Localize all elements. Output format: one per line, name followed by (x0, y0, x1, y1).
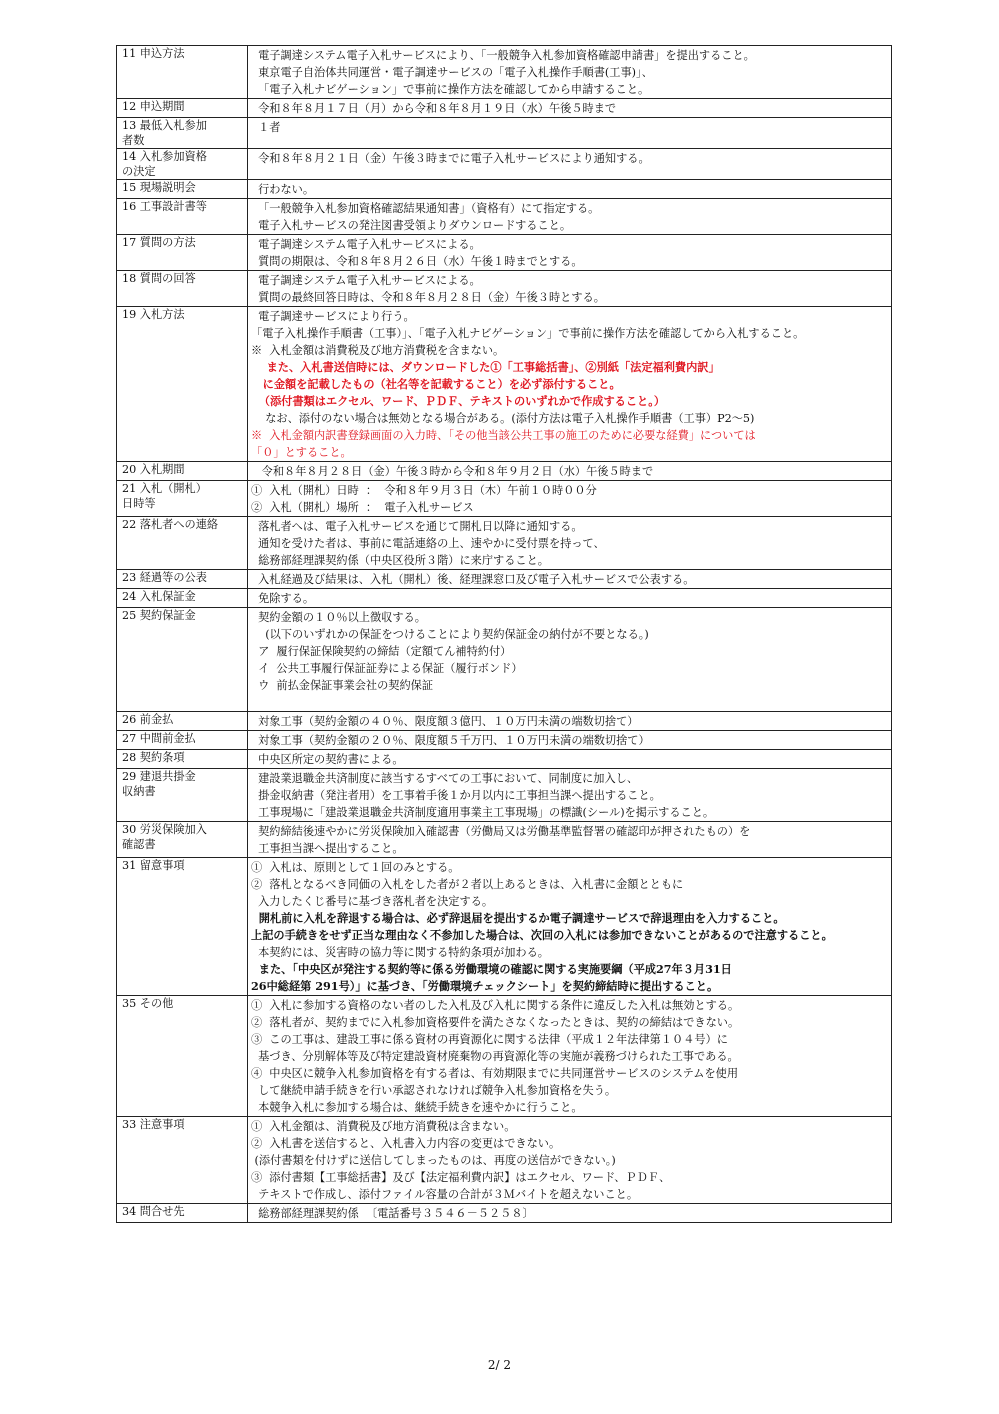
row-label (117, 750, 248, 769)
row-content (248, 118, 892, 149)
row-label-line: 29 建退共掛金 (122, 770, 196, 783)
content-line: ③ この工事は、建設工事に係る資材の再資源化に関する法律（平成１２年法律第１０４号）に (251, 1033, 728, 1046)
row-label-line: 日時等 (122, 496, 156, 510)
content-line: また、入札書送信時には、ダウンロードした①「工事総括書」、②別紙「法定福利費内訳」 (251, 360, 720, 374)
row-label-line: 24 入札保証金 (122, 590, 196, 603)
row-label-line: 22 落札者への連絡 (122, 518, 219, 531)
row-content (248, 517, 892, 570)
table-row (117, 271, 892, 307)
content-line: 中央区所定の契約書による。 (251, 753, 404, 766)
row-content (248, 271, 892, 307)
content-line: ② 入札（開札）場所 ： 電子入札サービス (251, 501, 474, 514)
row-content (248, 1204, 892, 1223)
content-line: なお、添付のない場合は無効となる場合がある。(添付方法は電子入札操作手順書（工事）P2～5) (251, 412, 755, 425)
row-label-line: 30 労災保険加入 (122, 823, 207, 836)
content-line: 本契約には、災害時の協力等に関する特約条項が加わる。 (251, 946, 549, 959)
row-content (248, 858, 892, 996)
row-label-line: 26 前金払 (122, 713, 174, 726)
content-line: （添付書類はエクセル、ワード、ＰＤＦ、テキストのいずれかで作成すること。） (251, 394, 666, 408)
row-content (248, 481, 892, 517)
row-content (248, 822, 892, 858)
content-line: １者 (251, 121, 281, 134)
content-line: ① 入札金額は、消費税及び地方消費税は含まない。 (251, 1120, 516, 1133)
row-content (248, 769, 892, 822)
content-line: 対象工事（契約金額の２０％、限度額５千万円、１０万円未満の端数切捨て） (251, 734, 650, 747)
row-label (117, 307, 248, 462)
row-label-line: 11 申込方法 (122, 47, 185, 60)
content-line: 入力したくじ番号に基づき落札者を決定する。 (251, 895, 494, 908)
page-number: 2/ 2 (487, 1358, 512, 1372)
table-row (117, 712, 892, 731)
row-content (248, 235, 892, 271)
content-line: 「電子入札ナビゲーション」で事前に操作方法を確認してから申請すること。 (251, 83, 650, 96)
row-content (248, 180, 892, 199)
table-row (117, 235, 892, 271)
row-label (117, 731, 248, 750)
row-label-line: 15 現場説明会 (122, 181, 196, 194)
row-label (117, 199, 248, 235)
row-label (117, 608, 248, 712)
content-line: 令和８年８月２８日（金）午後３時から令和８年９月２日（水）午後５時まで (251, 465, 654, 478)
table-row (117, 462, 892, 481)
content-line: ③ 添付書類【工事総括書】及び【法定福利費内訳】はエクセル、ワード、ＰＤＦ、 (251, 1171, 671, 1184)
row-label-line: の決定 (122, 164, 156, 178)
row-label (117, 769, 248, 822)
row-label-line: 18 質問の回答 (122, 272, 196, 285)
table-row (117, 589, 892, 608)
row-label-line: 27 中間前金払 (122, 732, 196, 745)
row-label (117, 517, 248, 570)
content-line: ① 入札に参加する資格のない者のした入札及び入札に関する条件に違反した入札は無効とする。 (251, 999, 740, 1012)
table-row (117, 481, 892, 517)
content-line: 電子調達システム電子入札サービスにより、「一般競争入札参加資格確認申請書」を提出すること。 (251, 49, 755, 62)
content-line: 落札者へは、電子入札サービスを通じて開札日以降に通知する。 (251, 520, 583, 533)
row-label-line: 者数 (122, 133, 145, 147)
row-content (248, 462, 892, 481)
row-label (117, 712, 248, 731)
table-row (117, 822, 892, 858)
row-content (248, 149, 892, 180)
content-line: ④ 中央区に競争入札参加資格を有する者は、有効期限までに共同運営サービスのシステムを使用 (251, 1067, 739, 1080)
row-label-line: 33 注意事項 (122, 1118, 185, 1131)
row-label-line: 34 問合せ先 (122, 1205, 185, 1218)
row-label (117, 118, 248, 149)
table-row (117, 769, 892, 822)
content-line: 工事担当課へ提出すること。 (251, 842, 404, 855)
row-label-line: 17 質問の方法 (122, 236, 196, 249)
content-line: 電子調達サービスにより行う。 (251, 310, 415, 323)
row-content (248, 589, 892, 608)
table-row (117, 1117, 892, 1204)
table-row (117, 608, 892, 712)
content-line: ② 落札となるべき同価の入札をした者が２者以上あるときは、入札書に金額とともに (251, 878, 684, 891)
content-line: 東京電子自治体共同運営・電子調達サービスの「電子入札操作手順書(工事)」、 (251, 66, 653, 79)
row-content (248, 1117, 892, 1204)
row-label (117, 271, 248, 307)
content-line: 質問の最終回答日時は、令和８年８月２８日（金）午後３時とする。 (251, 291, 605, 304)
content-line: ② 入札書を送信すると、入札書入力内容の変更はできない。 (251, 1137, 561, 1150)
content-line: イ 公共工事履行保証証券による保証（履行ボンド） (251, 662, 523, 675)
table-row (117, 570, 892, 589)
content-line: ア 履行保証保険契約の締結（定額てん補特約付） (251, 645, 512, 658)
content-line: 「一般競争入札参加資格確認結果通知書」（資格有）にて指定する。 (251, 202, 600, 215)
content-line: 契約締結後速やかに労災保険加入確認書（労働局又は労働基準監督署の確認印が押されたもの）を (251, 825, 751, 838)
content-line: 電子入札サービスの発注図書受領よりダウンロードすること。 (251, 219, 572, 232)
row-label (117, 149, 248, 180)
content-line: 総務部経理課契約係（中央区役所３階）に来庁すること。 (251, 554, 549, 567)
content-line: 工事現場に「建設業退職金共済制度適用事業主工事現場」の標識(シール)を掲示すること。 (251, 806, 715, 819)
table-row (117, 731, 892, 750)
content-line: 26中総経第 291号）」に基づき、「労働環境チェックシート」を契約締結時に提出すること。 (251, 979, 719, 993)
table-row (117, 1204, 892, 1223)
row-content (248, 712, 892, 731)
table-row (117, 517, 892, 570)
content-line: テキストで作成し、添付ファイル容量の合計が３Ｍバイトを超えないこと。 (251, 1188, 639, 1201)
content-line: ※ 入札金額は消費税及び地方消費税を含まない。 (251, 344, 505, 357)
row-label-line: 13 最低入札参加 (122, 119, 207, 132)
content-line: 免除する。 (251, 592, 315, 605)
row-content (248, 996, 892, 1117)
row-label-line: 25 契約保証金 (122, 609, 196, 622)
row-content (248, 608, 892, 712)
content-line: 「０」とすること。 (251, 446, 352, 459)
table-row (117, 118, 892, 149)
table-row (117, 99, 892, 118)
row-content (248, 750, 892, 769)
table-row (117, 750, 892, 769)
row-label (117, 46, 248, 99)
content-line: 令和８年８月２１日（金）午後３時までに電子入札サービスにより通知する。 (251, 152, 650, 165)
row-label-line: 35 その他 (122, 997, 174, 1010)
content-line: 建設業退職金共済制度に該当するすべての工事において、同制度に加入し、 (251, 772, 639, 785)
row-content (248, 307, 892, 462)
content-line: 「電子入札操作手順書（工事）」、「電子入札ナビゲーション」で事前に操作方法を確認してから入札すること。 (251, 327, 805, 340)
row-label (117, 481, 248, 517)
content-line: して継続申請手続きを行い承認されなければ競争入札参加資格を失う。 (251, 1084, 617, 1097)
row-label-line: 20 入札期間 (122, 463, 185, 476)
table-row (117, 149, 892, 180)
row-label-line: 14 入札参加資格 (122, 150, 207, 163)
row-label (117, 1204, 248, 1223)
content-line: 令和８年８月１７日（月）から令和８年８月１９日（水）午後５時まで (251, 102, 617, 115)
table-row (117, 996, 892, 1117)
row-label (117, 589, 248, 608)
row-label-line: 12 申込期間 (122, 100, 185, 113)
content-line: 対象工事（契約金額の４０％、限度額３億円、１０万円未満の端数切捨て） (251, 715, 639, 728)
row-content (248, 46, 892, 99)
content-line: (以下のいずれかの保証をつけることにより契約保証金の納付が不要となる。) (251, 628, 649, 641)
content-line: また、「中央区が発注する契約等に係る労働環境の確認に関する実施要綱（平成27年３月31日 (251, 962, 732, 976)
row-label-line: 21 入札（開札） (122, 482, 207, 495)
row-label (117, 99, 248, 118)
row-label (117, 570, 248, 589)
content-line: 総務部経理課契約係 〔電話番号３５４６－５２５８〕 (251, 1207, 534, 1220)
content-line: 入札経過及び結果は、入札（開札）後、経理課窓口及び電子入札サービスで公表する。 (251, 573, 695, 586)
table-row (117, 180, 892, 199)
row-label-line: 16 工事設計書等 (122, 200, 207, 213)
table-row (117, 307, 892, 462)
table-row (117, 199, 892, 235)
row-label (117, 180, 248, 199)
content-line: ① 入札は、原則として１回のみとする。 (251, 861, 460, 874)
row-label-line: 確認書 (122, 837, 156, 851)
row-label-line: 23 経過等の公表 (122, 571, 207, 584)
content-line: 掛金収納書（発注者用）を工事着手後１か月以内に工事担当課へ提出すること。 (251, 789, 661, 802)
row-content (248, 199, 892, 235)
content-line: 電子調達システム電子入札サービスによる。 (251, 238, 481, 251)
content-line: 本競争入札に参加する場合は、継続手続きを速やかに行うこと。 (251, 1101, 583, 1114)
content-line: 契約金額の１０％以上徴収する。 (251, 611, 426, 624)
row-label (117, 235, 248, 271)
content-line (251, 694, 891, 711)
content-line: (添付書類を付けずに送信してしまったものは、再度の送信ができない。) (251, 1154, 616, 1167)
content-line: 開札前に入札を辞退する場合は、必ず辞退届を提出するか電子調達サービスで辞退理由を入力すること。 (251, 911, 785, 925)
content-line: ウ 前払金保証事業会社の契約保証 (251, 679, 434, 692)
notice-table (116, 45, 892, 1223)
row-label-line: 収納書 (122, 784, 156, 798)
row-label (117, 462, 248, 481)
row-label (117, 1117, 248, 1204)
row-label (117, 822, 248, 858)
content-line: ② 落札者が、契約までに入札参加資格要件を満たさなくなったときは、契約の締結はできない。 (251, 1016, 740, 1029)
row-label-line: 19 入札方法 (122, 308, 185, 321)
content-line: 上記の手続きをせず正当な理由なく不参加した場合は、次回の入札には参加できないことがあるので注意すること。 (251, 928, 833, 942)
content-line: 行わない。 (251, 183, 315, 196)
notice-table-body (117, 46, 892, 1223)
content-line: 基づき、分別解体等及び特定建設資材廃棄物の再資源化等の実施が義務づけられた工事である。 (251, 1050, 739, 1063)
row-label-line: 28 契約条項 (122, 751, 185, 764)
content-line: 質問の期限は、令和８年８月２６日（水）午後１時までとする。 (251, 255, 583, 268)
table-row (117, 46, 892, 99)
row-label-line: 31 留意事項 (122, 859, 185, 872)
content-line: ① 入札（開札）日時 ： 令和８年９月３日（木）午前１０時００分 (251, 484, 597, 497)
content-line: ※ 入札金額内訳書登録画面の入力時、「その他当該公共工事の施工のために必要な経費」については (251, 429, 756, 442)
row-label (117, 996, 248, 1117)
row-label (117, 858, 248, 996)
row-content (248, 99, 892, 118)
content-line: に金額を記載したもの（社名等を記載すること）を必ず添付すること。 (251, 377, 621, 391)
table-row (117, 858, 892, 996)
row-content (248, 570, 892, 589)
content-line: 通知を受けた者は、事前に電話連絡の上、速やかに受付票を持って、 (251, 537, 605, 550)
content-line: 電子調達システム電子入札サービスによる。 (251, 274, 481, 287)
row-content (248, 731, 892, 750)
